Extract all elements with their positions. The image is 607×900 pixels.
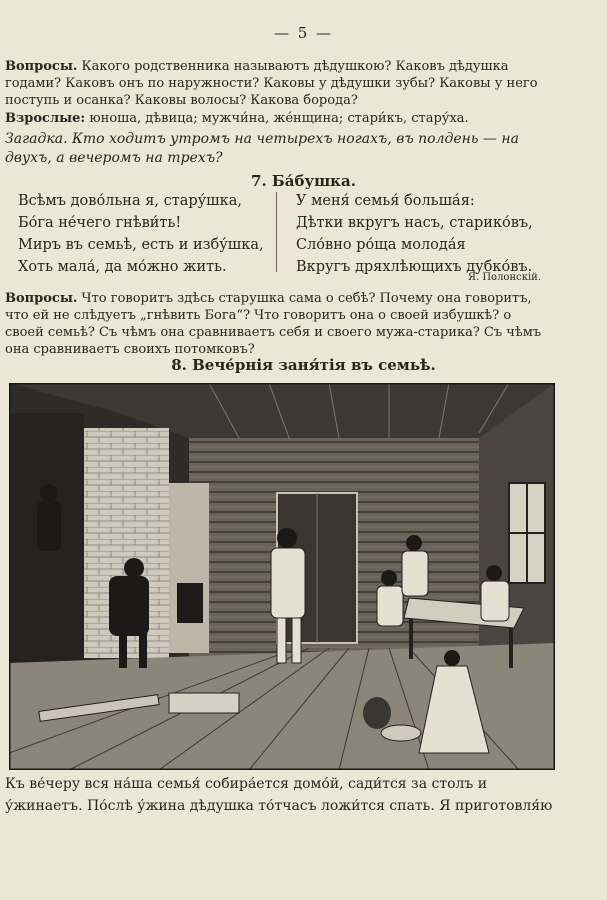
questions-text: Что говоритъ здѣсь старушка сама о себѣ? Почему она говоритъ, что ей не слѣдуетъ „гнѣвить Бога“? Что говоритъ она о своей избушкѣ? о своей семьѣ? Съ чѣмъ она сравниваетъ себя и своего мужа-старика? Съ чѣмъ она сравниваетъ своихъ потомковъ? [5, 291, 542, 357]
riddle [5, 130, 553, 168]
section-8-title: Вече́рнія заня́тія въ семьѣ. [192, 356, 436, 374]
questions-label: Вопросы. [5, 59, 78, 74]
poem-right-stanza [296, 190, 556, 278]
page-number: — 5 — [273, 24, 334, 42]
adults-label: Взрослые: [5, 111, 86, 126]
poem-line: Всѣмъ дово́льна я, стару́шка, [18, 193, 242, 209]
poem-author: Я. Полонскій. [467, 272, 541, 283]
riddle-label: Загадка. [5, 131, 68, 147]
adults-text: юноша, дѣвица; мужчи́на, же́нщина; стари́къ, стару́ха. [85, 111, 469, 126]
poem-line: Сло́вно ро́ща молода́я [296, 237, 466, 253]
section-7-title: Ба́бушка. [271, 172, 356, 190]
poem-line: Вкругъ дряхлѣющихъ дубко́въ. [296, 259, 533, 275]
poem-line: Миръ въ семьѣ, есть и избу́шка, [18, 237, 264, 253]
section-8-number: 8. [171, 356, 187, 374]
questions-grandfather [5, 58, 553, 109]
questions-label: Вопросы. [5, 291, 78, 306]
adults-vocabulary [5, 110, 553, 127]
section-7-number: 7. [251, 172, 267, 190]
section-8-heading [0, 356, 607, 374]
closing-paragraph: Къ ве́черу вся на́ша семья́ собира́ется домо́й, сади́тся за столъ и у́жинаетъ. По́слѣ у́жина дѣдушка то́тчасъ ложи́тся спать. Я приготовля́ю [5, 776, 553, 814]
poem-divider [276, 192, 277, 272]
poem-left-stanza [18, 190, 273, 278]
poem-line: У меня́ семья́ больша́я: [296, 193, 475, 209]
riddle-text: Кто ходитъ утромъ на четырехъ ногахъ, въ полдень — на двухъ, а вечеромъ на трехъ? [5, 131, 519, 166]
poem-line: Хоть мала́, да мо́жно жить. [18, 259, 227, 275]
section-7-heading [0, 172, 607, 190]
questions-text: Какого родственника называютъ дѣдушкою? Каковъ дѣдушка годами? Каковъ онъ по наружности? Каковы у дѣдушки зубы? Каковы у него поступь и осанка? Каковы волосы? Какова борода? [5, 59, 538, 108]
poem-line: Бо́га не́чего гнѣви́ть! [18, 215, 182, 231]
questions-grandmother [5, 290, 553, 358]
family-evening-illustration [9, 383, 555, 770]
poem-line: Дѣтки вкругъ насъ, старико́въ, [296, 215, 533, 231]
